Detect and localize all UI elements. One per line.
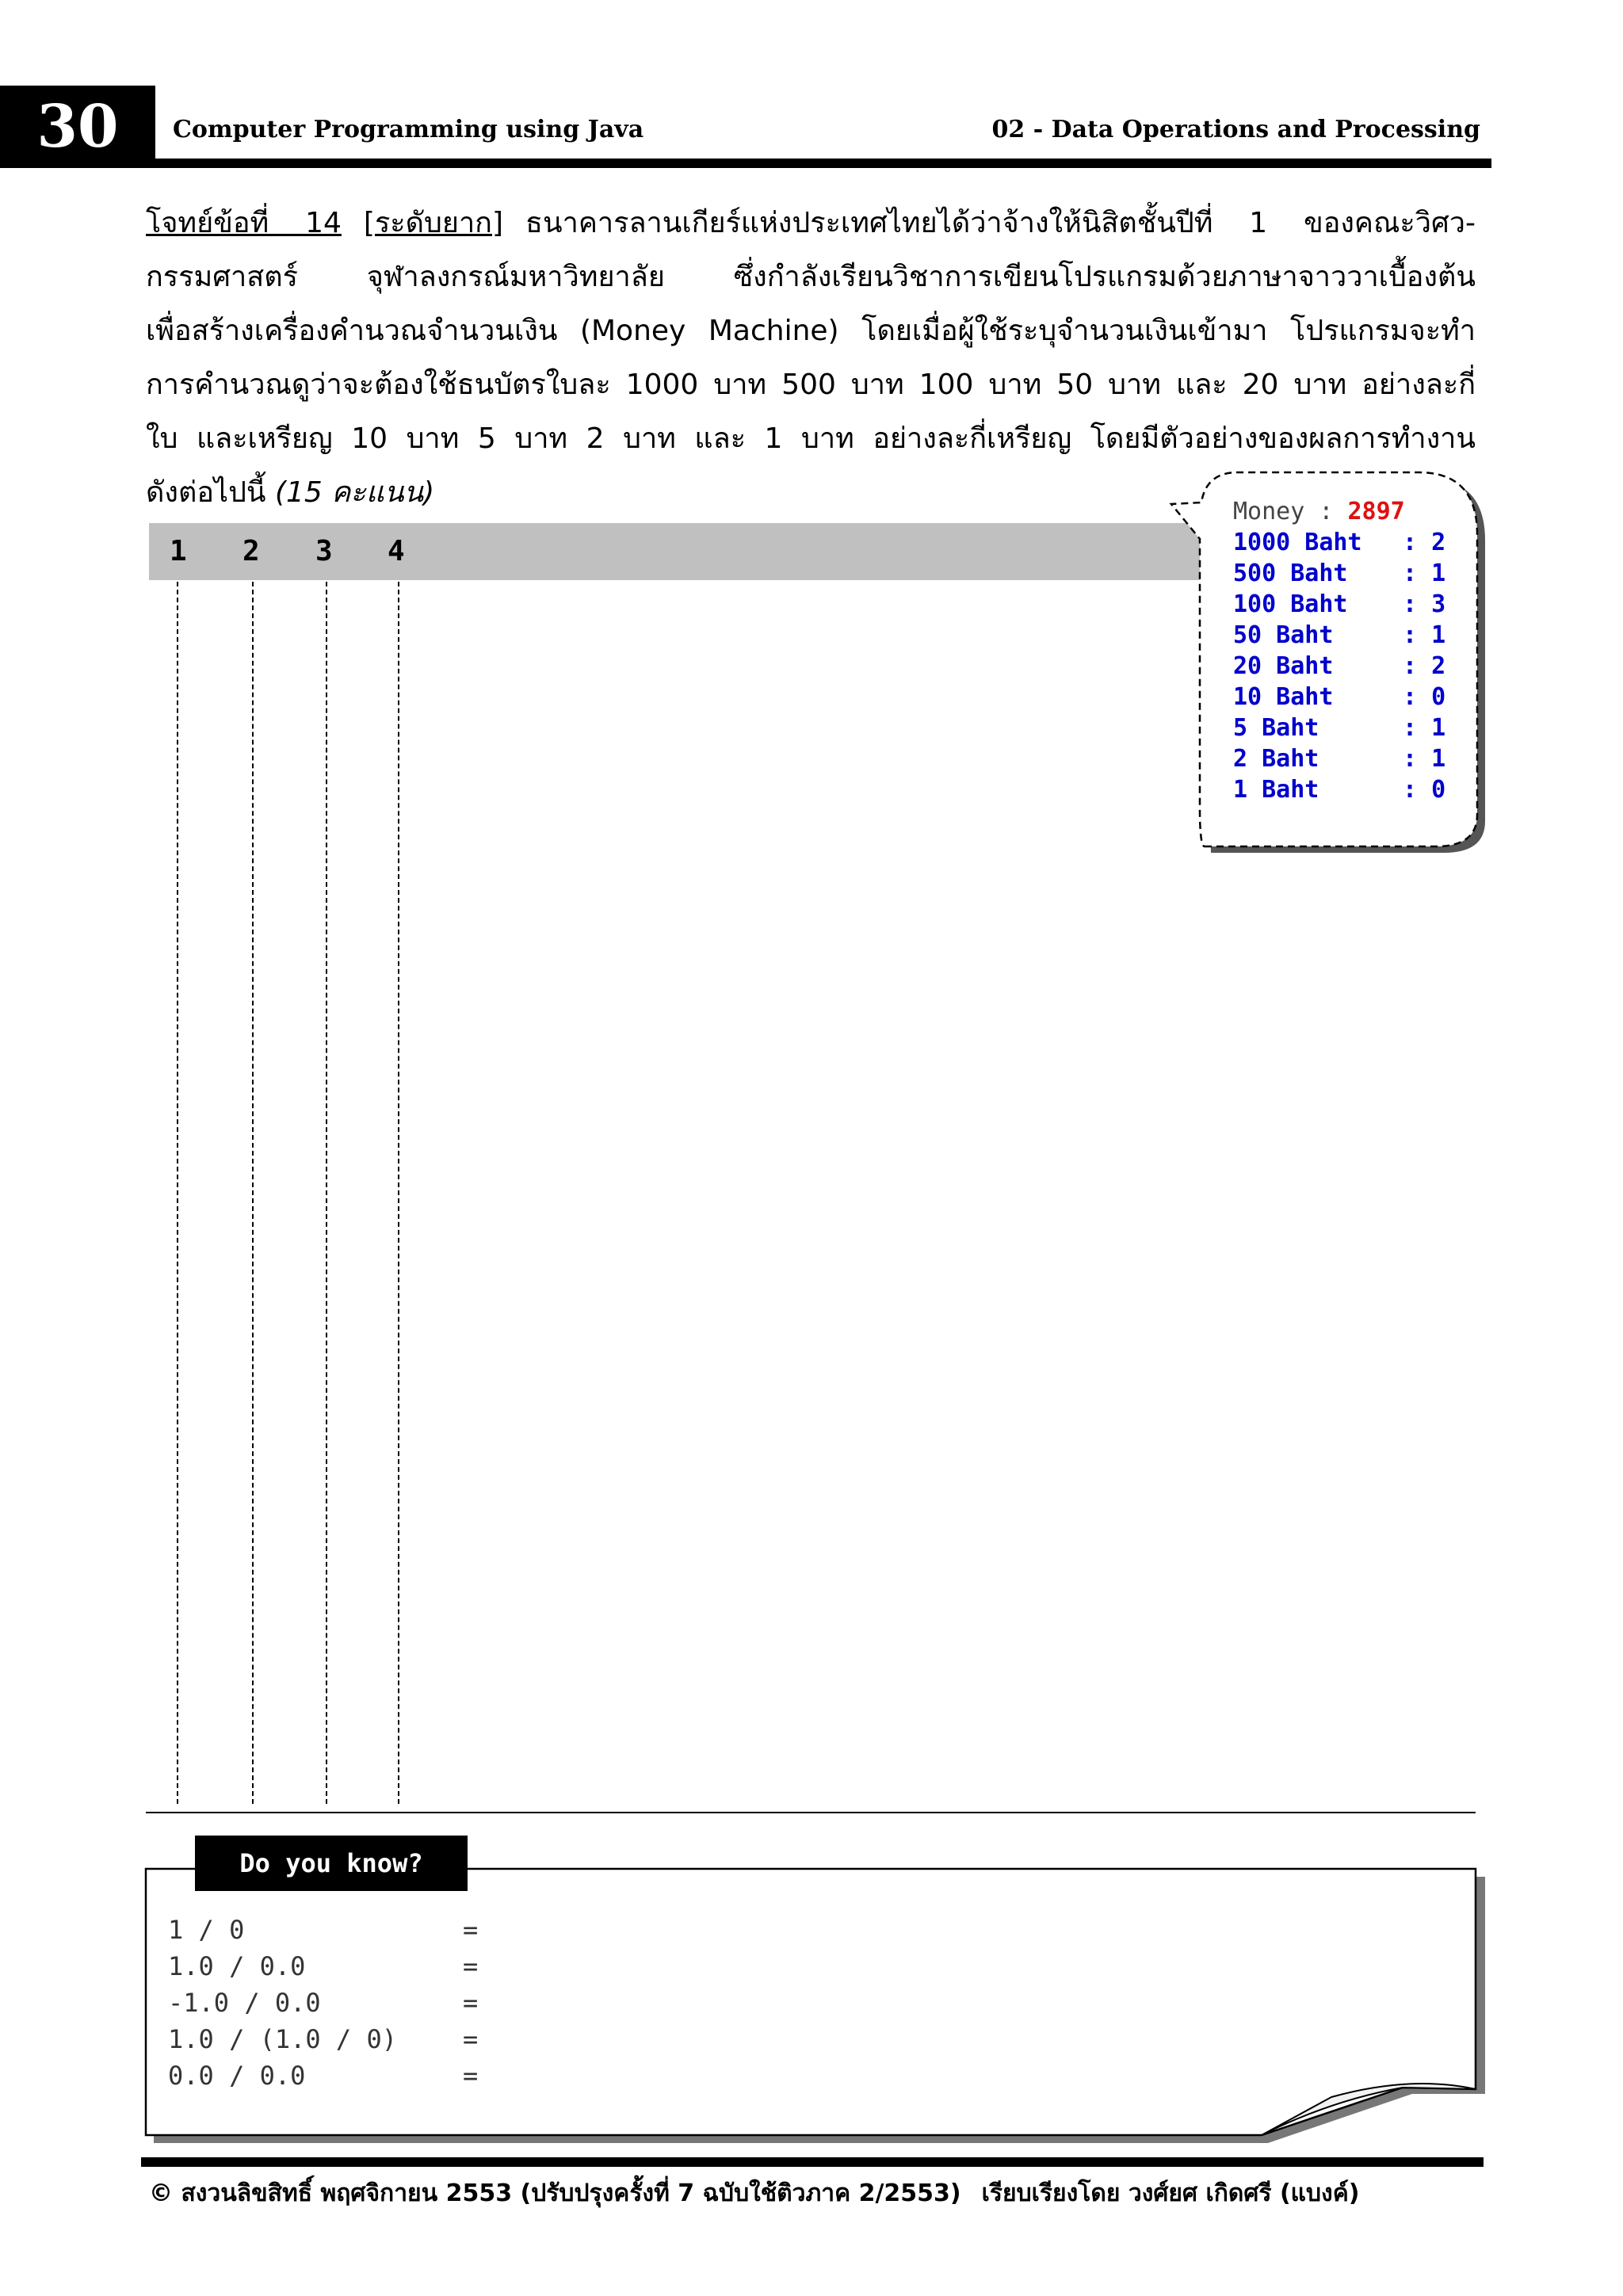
author-text: เรียบเรียงโดย วงศ์ยศ เกิดศรี (แบงค์)	[981, 2179, 1360, 2207]
output-row: 20 Baht : 2	[1233, 652, 1446, 680]
problem-line-1	[146, 197, 1476, 250]
output-row: 1000 Baht : 2	[1233, 529, 1446, 556]
problem-level: [ระดับยาก]	[363, 207, 504, 239]
column-number-4: 4	[388, 535, 405, 567]
dyk-row: 1.0 / 0.0 =	[168, 1951, 479, 1981]
column-number-2: 2	[242, 535, 260, 567]
problem-points: (15 คะแนน)	[274, 476, 435, 509]
problem-line-4: การคำนวณดูว่าจะต้องใช้ธนบัตรใบละ 1000 บาท 500 บาท 100 บาท 50 บาท และ 20 บาท อย่างละกี่	[146, 369, 1476, 401]
dyk-row: -1.0 / 0.0 =	[168, 1988, 479, 2018]
dyk-row: 1.0 / (1.0 / 0) =	[168, 2024, 479, 2054]
indent-guide-4	[398, 582, 399, 1804]
output-row: 10 Baht : 0	[1233, 683, 1446, 711]
problem-line-5: ใบ และเหรียญ 10 บาท 5 บาท 2 บาท และ 1 บาท อย่างละกี่เหรียญ โดยมีตัวอย่างของผลการทำงาน	[146, 422, 1476, 455]
output-row: 1 Baht : 0	[1233, 776, 1446, 804]
code-area-bottom-rule	[146, 1812, 1476, 1813]
money-value: 2897	[1347, 498, 1405, 525]
output-row: 100 Baht : 3	[1233, 590, 1446, 618]
chapter-title: 02 - Data Operations and Processing	[991, 116, 1480, 143]
indent-guide-1	[177, 582, 178, 1804]
column-number-1: 1	[170, 535, 187, 567]
problem-label: โจทย์ข้อที่ 14	[146, 207, 342, 239]
book-title: Computer Programming using Java	[173, 116, 644, 143]
money-label: Money	[1233, 498, 1305, 525]
footer	[149, 2175, 1477, 2213]
output-row: 500 Baht : 1	[1233, 560, 1446, 587]
money-input-line: Money : 2897	[1233, 498, 1405, 525]
dyk-row: 1 / 0 =	[168, 1915, 479, 1945]
do-you-know-title: Do you know?	[195, 1836, 468, 1891]
column-number-3: 3	[315, 535, 333, 567]
problem-line-2: กรรมศาสตร์ จุฬาลงกรณ์มหาวิทยาลัย ซึ่งกำลังเรียนวิชาการเขียนโปรแกรมด้วยภาษาจาววาเบื้องต้น	[146, 261, 1476, 293]
copyright-text: © สงวนลิขสิทธิ์ พฤศจิกายน 2553 (ปรับปรุงครั้งที่ 7 ฉบับใช้ติวภาค 2/2553)	[149, 2179, 961, 2207]
dyk-row: 0.0 / 0.0 =	[168, 2061, 479, 2091]
output-row: 2 Baht : 1	[1233, 745, 1446, 773]
indent-guide-3	[326, 582, 327, 1804]
footer-rule	[141, 2157, 1484, 2167]
indent-guide-2	[252, 582, 254, 1804]
problem-text: ธนาคารลานเกียร์แห่งประเทศไทยได้ว่าจ้างให้นิสิตชั้นปีที่ 1 ของคณะวิศว-	[525, 207, 1476, 239]
problem-line-3: เพื่อสร้างเครื่องคำนวณจำนวนเงิน (Money Machine) โดยเมื่อผู้ใช้ระบุจำนวนเงินเข้ามา โปรแกรมจะทำ	[146, 315, 1476, 347]
column-ruler	[149, 523, 1203, 580]
problem-last-line: ดังต่อไปนี้	[146, 476, 266, 509]
output-row: 50 Baht : 1	[1233, 621, 1446, 649]
page-number: 30	[36, 93, 119, 161]
header-rule	[155, 159, 1491, 168]
output-row: 5 Baht : 1	[1233, 714, 1446, 742]
